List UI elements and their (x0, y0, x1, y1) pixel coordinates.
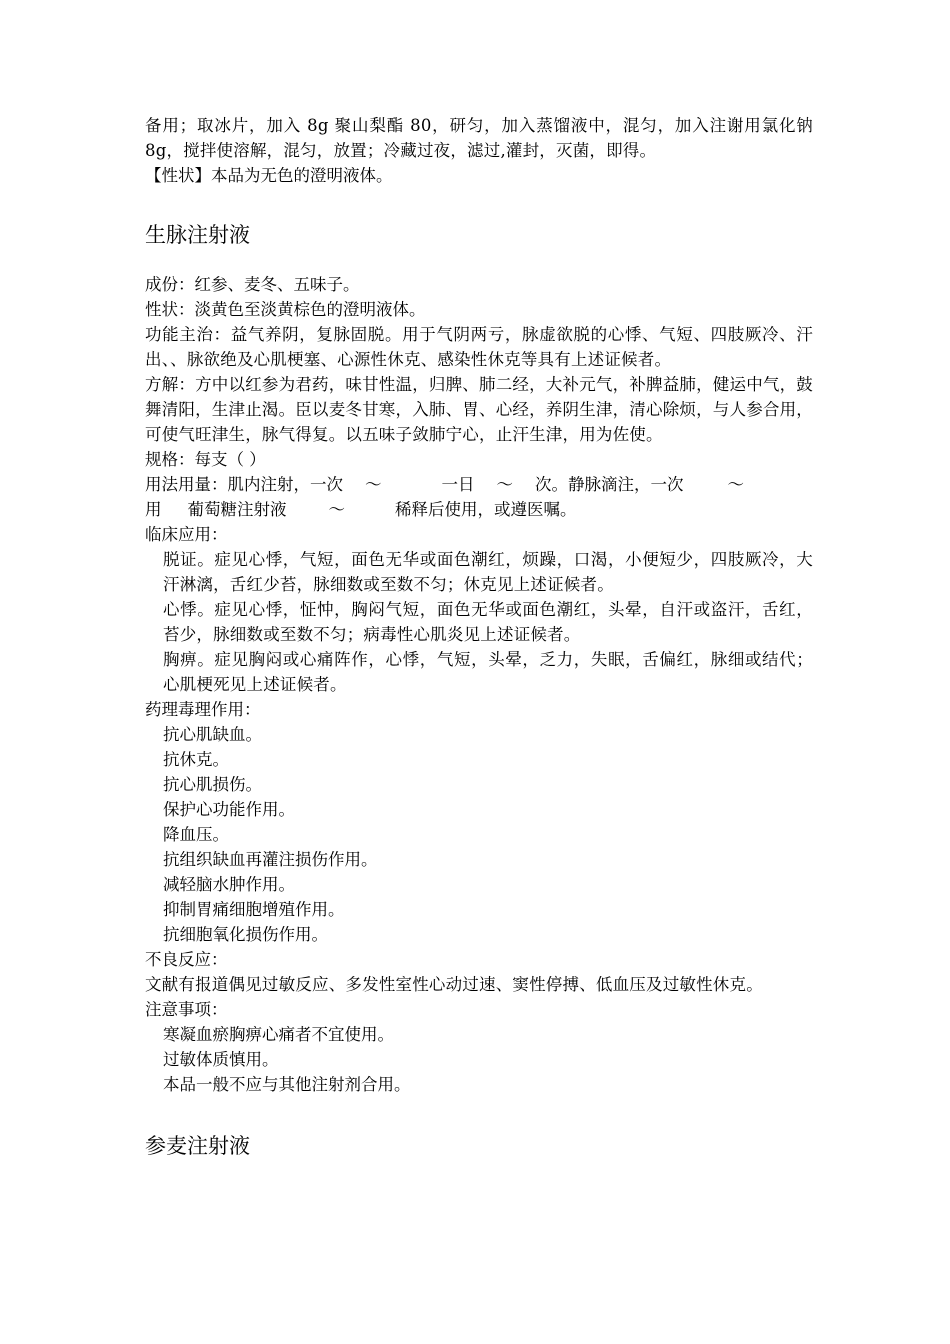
pharm-label: 药理毒理作用： (145, 700, 261, 719)
pharm-item: 抗心肌缺血。 (163, 725, 262, 744)
usage-dilute: 稀释后使用，或遵医嘱。 (395, 500, 577, 519)
formula-text: 方解：方中以红参为君药，味甘性温，归脾、肺二经，大补元气，补脾益肺，健运中气，鼓舞清阳，生津止渴。臣以麦冬甘寒，入肺、胃、心经，养阴生津，清心除烦，与人参合用，可使气旺津生，脉气得复。以五味子敛肺宁心，止汗生津，用为佐使。 (145, 375, 813, 444)
pharm-item: 抗细胞氧化损伤作用。 (163, 925, 328, 944)
document-page (145, 113, 813, 1161)
usage-tilde: ～ (365, 475, 382, 494)
usage-use: 用 (145, 500, 162, 519)
pharm-item: 保护心功能作用。 (163, 800, 295, 819)
adverse-text: 文献有报道偶见过敏反应、多发性室性心动过速、窦性停搏、低血压及过敏性休克。 (145, 975, 763, 994)
pharm-item: 抗组织缺血再灌注损伤作用。 (163, 850, 378, 869)
clinical-item: 心悸。症见心悸，怔忡，胸闷气短，面色无华或面色潮红，头晕，自汗或盗汗，舌红，苔少，脉细数或至数不匀；病毒性心肌炎见上述证候者。 (163, 600, 813, 644)
usage-tilde: ～ (496, 475, 513, 494)
usage-line-1 (145, 472, 813, 497)
usage-tilde: ～ (727, 475, 744, 494)
pharm-item: 抗心肌损伤。 (163, 775, 262, 794)
clinical-label: 临床应用： (145, 525, 228, 544)
intro-property-text: 【性状】本品为无色的澄明液体。 (145, 166, 393, 185)
section-title-shengmai: 生脉注射液 (145, 223, 250, 247)
caution-item: 本品一般不应与其他注射剂合用。 (163, 1075, 411, 1094)
usage-per-day: 一日 (441, 475, 475, 494)
usage-line-2 (145, 497, 813, 522)
pharm-item: 抗休克。 (163, 750, 229, 769)
pharm-item: 抑制胃痛细胞增殖作用。 (163, 900, 345, 919)
usage-tilde: ～ (328, 500, 345, 519)
caution-label: 注意事项： (145, 1000, 228, 1019)
caution-item: 过敏体质慎用。 (163, 1050, 279, 1069)
usage-iv: 次。静脉滴注，一次 (535, 475, 684, 494)
caution-item: 寒凝血瘀胸痹心痛者不宜使用。 (163, 1025, 394, 1044)
character-text: 性状：淡黄色至淡黄棕色的澄明液体。 (145, 300, 426, 319)
clinical-item: 胸痹。症见胸闷或心痛阵作，心悸，气短，头晕，乏力，失眠，舌偏红，脉细或结代；心肌梗死见上述证候者。 (163, 650, 813, 694)
intro-preparation-text: 备用；取冰片，加入 8g 聚山梨酯 80，研匀，加入蒸馏液中，混匀，加入注谢用氯化钠 8g，搅拌使溶解，混匀，放置；冷藏过夜，滤过,灌封，灭菌，即得。 (145, 116, 813, 160)
adverse-label: 不良反应： (145, 950, 228, 969)
pharm-item: 减轻脑水肿作用。 (163, 875, 295, 894)
spec-text: 规格：每支（ ） (145, 450, 266, 469)
section-title-shenmai: 参麦注射液 (145, 1134, 250, 1158)
usage-glucose: 葡萄糖注射液 (187, 500, 287, 519)
usage-intro: 用法用量：肌内注射，一次 (145, 475, 343, 494)
functions-text: 功能主治：益气养阴，复脉固脱。用于气阴两亏，脉虚欲脱的心悸、气短、四肢厥冷、汗出、、脉欲绝及心肌梗塞、心源性休克、感染性休克等具有上述证候者。 (145, 325, 813, 369)
pharm-item: 降血压。 (163, 825, 229, 844)
clinical-item: 脱证。症见心悸，气短，面色无华或面色潮红，烦躁，口渴，小便短少，四肢厥冷，大汗淋漓，舌红少苔，脉细数或至数不匀；休克见上述证候者。 (163, 550, 813, 594)
ingredients-text: 成份：红参、麦冬、五味子。 (145, 275, 360, 294)
